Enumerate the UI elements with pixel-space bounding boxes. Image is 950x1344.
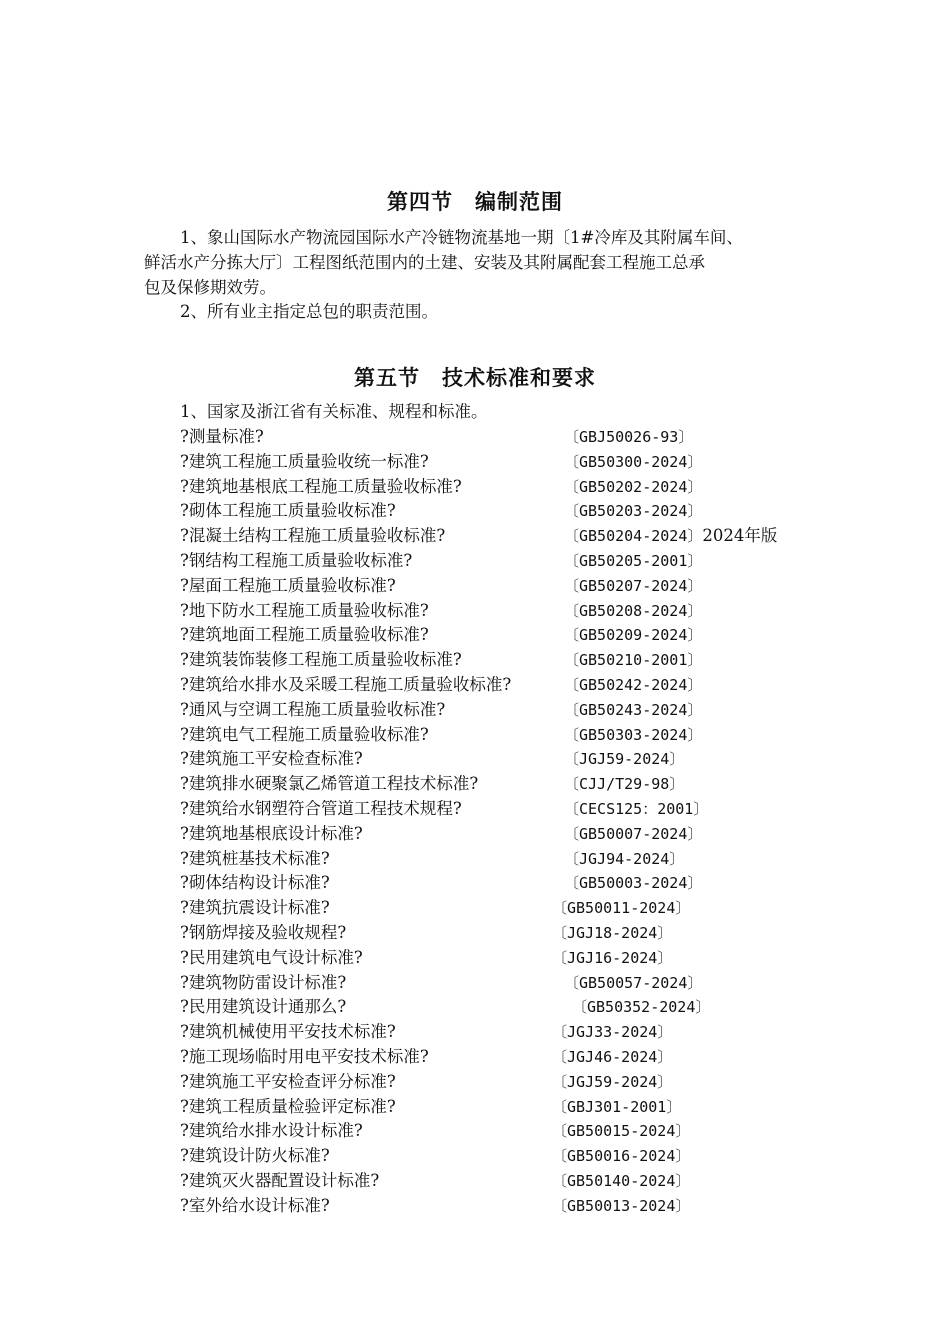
standard-name: ?测量标准? xyxy=(180,427,264,446)
standard-code-text: 〔GBJ301-2001〕 xyxy=(552,1097,682,1116)
standard-code xyxy=(552,1070,672,1095)
standard-code xyxy=(552,1045,672,1070)
standard-row xyxy=(180,1070,880,1095)
standard-row xyxy=(180,896,880,921)
standard-name: ?建筑地面工程施工质量验收标准? xyxy=(180,625,429,645)
section-5-heading xyxy=(0,362,950,392)
standard-row xyxy=(180,698,880,723)
standard-code xyxy=(564,549,702,574)
standard-code xyxy=(564,673,702,698)
standard-name: ?建筑排水硬聚氯乙烯管道工程技术标准? xyxy=(180,774,479,794)
standard-code-text: 〔GB50007-2024〕 xyxy=(564,824,703,843)
standard-name: ?建筑施工平安检查评分标准? xyxy=(180,1071,396,1091)
standard-code xyxy=(564,524,777,549)
standard-code-text: 〔GBJ50026-93〕 xyxy=(564,428,694,446)
standard-row xyxy=(180,475,880,500)
standard-code xyxy=(572,995,710,1020)
standard-code-text: 〔JGJ59-2024〕 xyxy=(552,1072,673,1091)
standard-name: ?砌体结构设计标准? xyxy=(180,873,330,893)
standard-name: ?建筑施工平安检查标准? xyxy=(180,749,363,769)
standard-code xyxy=(564,499,702,524)
standard-code-text: 〔GB50352-2024〕 xyxy=(572,998,711,1017)
standard-row xyxy=(180,673,880,698)
standard-row xyxy=(180,1095,880,1120)
standard-code xyxy=(564,772,684,797)
standard-name: ?建筑地基根底设计标准? xyxy=(180,823,363,843)
standard-code xyxy=(552,896,690,921)
standard-name: ?屋面工程施工质量验收标准? xyxy=(180,575,396,595)
standard-name: ?建筑桩基技术标准? xyxy=(180,848,330,868)
standard-code xyxy=(552,1194,690,1219)
standard-code-text: 〔GB50011-2024〕 xyxy=(552,899,691,918)
standard-code-text: 〔GB50243-2024〕 xyxy=(564,700,703,719)
standard-code-text: 〔JGJ18-2024〕 xyxy=(552,923,673,942)
standard-name: ?建筑地基根底工程施工质量验收标准? xyxy=(180,476,462,496)
standard-name: ?建筑机械使用平安技术标准? xyxy=(180,1022,396,1042)
standard-name: ?建筑灭火器配置设计标准? xyxy=(180,1170,380,1190)
standard-code-text: 〔JGJ33-2024〕 xyxy=(552,1023,673,1042)
standard-row xyxy=(180,847,880,872)
standard-code-text: 〔GB50209-2024〕 xyxy=(564,626,703,645)
standard-code xyxy=(564,599,702,624)
standard-name: ?建筑装饰装修工程施工质量验收标准? xyxy=(180,650,462,670)
standard-row xyxy=(180,772,880,797)
standard-row xyxy=(180,425,880,450)
standard-code xyxy=(564,425,693,450)
standard-name: ?建筑设计防火标准? xyxy=(180,1146,330,1166)
standard-code-text: 〔GB50057-2024〕 xyxy=(564,973,703,992)
standard-row xyxy=(180,871,880,896)
standard-code-text: 〔JGJ16-2024〕 xyxy=(552,948,673,967)
standard-name: ?建筑物防雷设计标准? xyxy=(180,972,347,992)
standard-code-text: 〔GB50203-2024〕 xyxy=(564,502,703,521)
standard-code-text: 〔GB50204-2024〕 xyxy=(564,527,703,546)
standard-code xyxy=(564,847,684,872)
standard-code xyxy=(552,1144,690,1169)
standard-row xyxy=(180,747,880,772)
standard-name: ?建筑给水钢塑符合管道工程技术规程? xyxy=(180,798,462,818)
standard-row xyxy=(180,797,880,822)
standard-name: ?建筑抗震设计标准? xyxy=(180,898,330,918)
standard-code xyxy=(564,971,702,996)
standard-code-text: 〔GB50205-2001〕 xyxy=(564,551,703,570)
standard-row xyxy=(180,1119,880,1144)
standard-row xyxy=(180,549,880,574)
scope-item-1-line-2: 鲜活水产分拣大厅〕工程图纸范围内的土建、安装及其附属配套工程施工总承 xyxy=(144,253,705,272)
standard-code xyxy=(552,946,672,971)
section-4-heading xyxy=(0,186,950,216)
standard-code-text: 〔GB50013-2024〕 xyxy=(552,1196,691,1215)
standard-row xyxy=(180,450,880,475)
standard-row xyxy=(180,574,880,599)
standard-name: ?混凝土结构工程施工质量验收标准? xyxy=(180,526,446,546)
standard-name: ?建筑给水排水设计标准? xyxy=(180,1121,363,1141)
standard-code-text: 〔GB50140-2024〕 xyxy=(552,1171,691,1190)
standard-code-text: 〔JGJ46-2024〕 xyxy=(552,1047,673,1066)
standard-row xyxy=(180,499,880,524)
standard-code xyxy=(564,822,702,847)
standard-code-text: 〔GB50015-2024〕 xyxy=(552,1122,691,1141)
scope-item-2: 2、所有业主指定总包的职责范围。 xyxy=(180,302,438,321)
standard-code xyxy=(564,475,702,500)
standard-code xyxy=(564,797,708,822)
standard-code-text: 〔GB50003-2024〕 xyxy=(564,874,703,893)
standard-code-text: 〔JGJ94-2024〕 xyxy=(564,849,685,868)
standard-row xyxy=(180,921,880,946)
section-5-number: 第五节 xyxy=(354,366,420,390)
standard-name: ?建筑工程质量检验评定标准? xyxy=(180,1096,396,1116)
standard-name: ?建筑电气工程施工质量验收标准? xyxy=(180,724,429,744)
standard-row xyxy=(180,1194,880,1219)
standard-code xyxy=(552,1119,690,1144)
standard-code xyxy=(564,723,702,748)
section-5-title: 技术标准和要求 xyxy=(442,366,596,390)
standards-list xyxy=(180,425,880,1219)
standard-code-text: 〔CECS125：2001〕 xyxy=(564,799,709,818)
standard-name: ?钢结构工程施工质量验收标准? xyxy=(180,550,413,570)
standard-name: ?室外给水设计标准? xyxy=(180,1195,330,1215)
standard-code-text: 〔GB50210-2001〕 xyxy=(564,651,703,670)
standard-row xyxy=(180,1020,880,1045)
standard-name: ?建筑给水排水及采暖工程施工质量验收标准? xyxy=(180,674,512,694)
standard-name: ?建筑工程施工质量验收统一标准? xyxy=(180,451,429,471)
section-4-number: 第四节 xyxy=(387,190,453,214)
standard-row xyxy=(180,1169,880,1194)
standard-note: 2024年版 xyxy=(702,526,778,546)
standard-name: ?地下防水工程施工质量验收标准? xyxy=(180,600,429,620)
standard-code-text: 〔GB50207-2024〕 xyxy=(564,576,703,595)
standard-name: ?施工现场临时用电平安技术标准? xyxy=(180,1046,429,1066)
standard-code-text: 〔GB50202-2024〕 xyxy=(564,477,703,496)
standard-row xyxy=(180,822,880,847)
standard-row xyxy=(180,599,880,624)
scope-item-1-line-1: 1、象山国际水产物流园国际水产冷链物流基地一期〔1#冷库及其附属车间、 xyxy=(180,228,743,247)
section-4-title: 编制范围 xyxy=(475,190,563,214)
standard-code-text: 〔GB50242-2024〕 xyxy=(564,675,703,694)
standard-code xyxy=(564,648,702,673)
standard-code-text: 〔CJJ/T29-98〕 xyxy=(564,775,685,794)
standard-code xyxy=(564,871,702,896)
standard-row xyxy=(180,946,880,971)
standard-row xyxy=(180,623,880,648)
standard-row xyxy=(180,1144,880,1169)
standard-row xyxy=(180,723,880,748)
standard-code xyxy=(552,1169,690,1194)
standard-name: ?通风与空调工程施工质量验收标准? xyxy=(180,699,446,719)
standard-row xyxy=(180,524,880,549)
standard-code xyxy=(552,1020,672,1045)
standard-row xyxy=(180,648,880,673)
standard-code xyxy=(564,574,702,599)
standard-code xyxy=(564,747,684,772)
standard-code-text: 〔GB50016-2024〕 xyxy=(552,1147,691,1166)
standard-row xyxy=(180,1045,880,1070)
standard-code xyxy=(552,921,672,946)
standard-name: ?民用建筑设计通那么? xyxy=(180,997,347,1017)
standard-name: ?砌体工程施工质量验收标准? xyxy=(180,501,396,521)
standard-row xyxy=(180,995,880,1020)
standard-code xyxy=(564,623,702,648)
standard-row xyxy=(180,971,880,996)
standard-name: ?民用建筑电气设计标准? xyxy=(180,947,363,967)
standard-code-text: 〔JGJ59-2024〕 xyxy=(564,750,685,769)
standards-intro: 1、国家及浙江省有关标准、规程和标准。 xyxy=(180,402,488,421)
standard-code xyxy=(564,450,702,475)
standard-code-text: 〔GB50303-2024〕 xyxy=(564,725,703,744)
scope-item-1-line-3: 包及保修期效劳。 xyxy=(144,278,276,297)
standard-name: ?钢筋焊接及验收规程? xyxy=(180,922,347,942)
standard-code-text: 〔GB50300-2024〕 xyxy=(564,452,703,471)
standard-code xyxy=(552,1095,681,1120)
standard-code xyxy=(564,698,702,723)
standard-code-text: 〔GB50208-2024〕 xyxy=(564,601,703,620)
